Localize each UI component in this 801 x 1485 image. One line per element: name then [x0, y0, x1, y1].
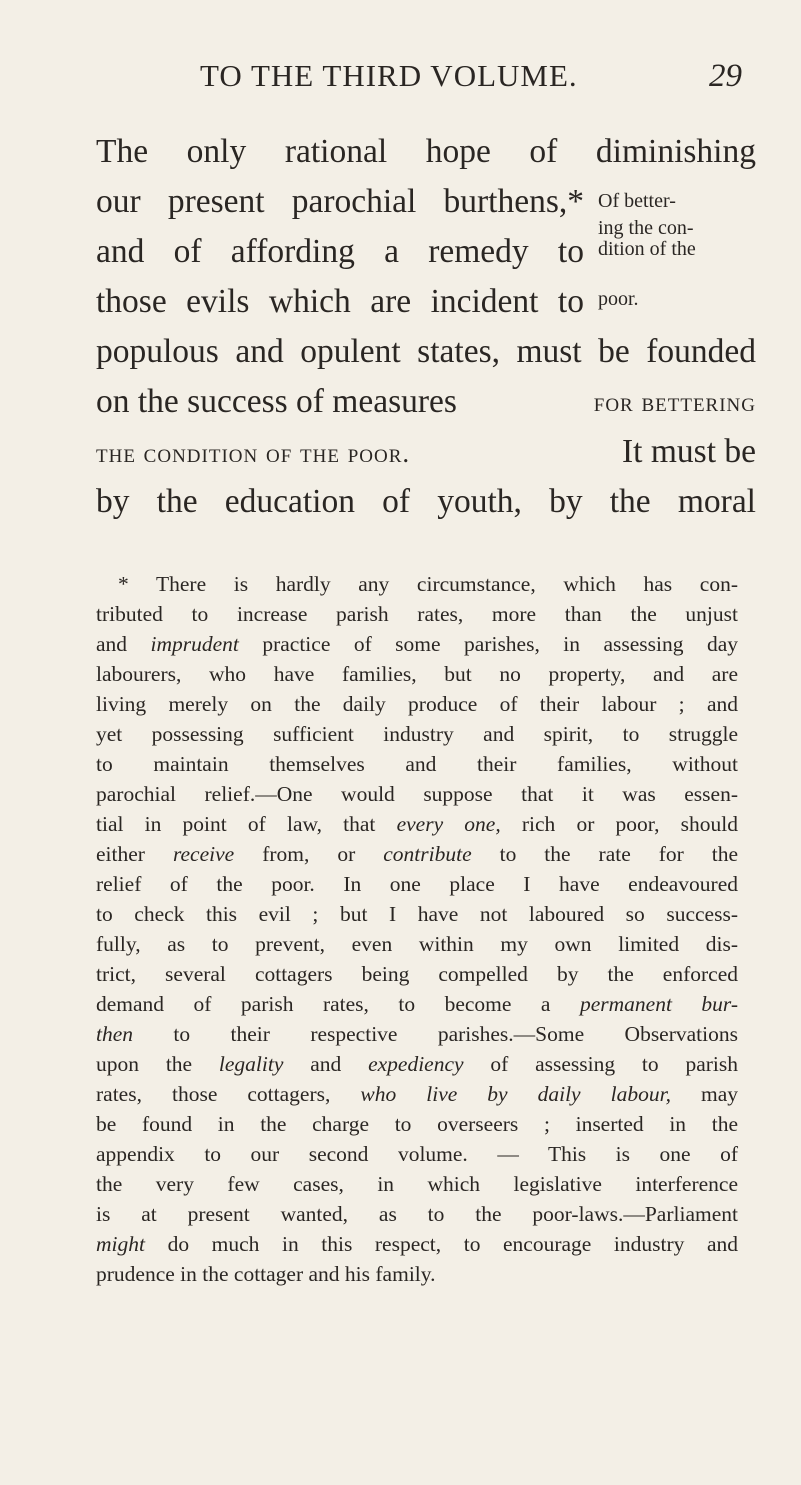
- text-line: [96, 432, 756, 473]
- footnote-line: [96, 1230, 738, 1259]
- marginal-note-line: poor.: [598, 288, 639, 310]
- footnote-line: * There is hardly any circumstance, which has con-: [118, 572, 738, 596]
- text-line: by the education of youth, by the moral: [96, 483, 756, 520]
- footnote-line: labourers, who have families, but no property, and are: [96, 662, 738, 686]
- italic-segment: legality: [218, 1052, 284, 1076]
- footnote-line: trict, several cottagers being compelled by the enforced: [96, 962, 738, 986]
- footnote-line: [96, 840, 738, 869]
- footnote-line: yet possessing sufficient industry and spirit, to struggle: [96, 722, 738, 746]
- footnote-line: tributed to increase parish rates, more than the unjust: [96, 602, 738, 626]
- marginal-note-line: dition of the: [598, 238, 696, 260]
- page-number: 29: [709, 58, 742, 94]
- footnote-line: appendix to our second volume. — This is one of: [96, 1142, 738, 1166]
- running-head: TO THE THIRD VOLUME.: [200, 58, 578, 93]
- footnote-line: the very few cases, in which legislative interference: [96, 1172, 738, 1196]
- text-line: our present parochial burthens,*: [96, 183, 584, 220]
- italic-segment: receive: [172, 842, 235, 866]
- footnote-line: parochial relief.—One would suppose that it was essen-: [96, 782, 738, 806]
- text-segment: It must be: [622, 433, 756, 470]
- text-segment: to their respective parishes.—Some Observations: [173, 1022, 738, 1046]
- italic-segment: every one,: [396, 812, 501, 836]
- text-segment: upon the: [96, 1052, 193, 1076]
- footnote-line: [96, 810, 738, 839]
- text-segment: practice of some parishes, in assessing day: [262, 632, 738, 656]
- footnote-line: fully, as to prevent, even within my own limited dis-: [96, 932, 738, 956]
- text-segment: rich or poor, should: [521, 812, 738, 836]
- text-segment: demand of parish rates, to become a: [96, 992, 551, 1016]
- footnote-line: [96, 1020, 738, 1049]
- marginal-note-line: Of better-: [598, 190, 676, 212]
- footnote-line: is at present wanted, as to the poor-laws.—Parliament: [96, 1202, 738, 1226]
- italic-segment: might: [96, 1232, 145, 1256]
- text-segment: and: [310, 1052, 342, 1076]
- text-segment: on the success of measures: [96, 383, 457, 420]
- footnote-line: [96, 990, 738, 1019]
- text-segment: to the rate for the: [499, 842, 739, 866]
- italic-segment: then: [96, 1022, 134, 1046]
- footnote-line: prudence in the cottager and his family.: [96, 1262, 436, 1286]
- text-segment: from, or: [262, 842, 356, 866]
- text-segment: tial in point of law, that: [96, 812, 376, 836]
- footnote-line: relief of the poor. In one place I have endeavoured: [96, 872, 738, 896]
- text-line: populous and opulent states, must be founded: [96, 333, 756, 370]
- italic-segment: contribute: [383, 842, 472, 866]
- italic-segment: imprudent: [150, 632, 239, 656]
- text-segment: may: [700, 1082, 739, 1106]
- italic-segment: who live by daily labour,: [360, 1082, 671, 1106]
- footnote-line: to check this evil ; but I have not laboured so success-: [96, 902, 738, 926]
- footnote-line: living merely on the daily produce of their labour ; and: [96, 692, 738, 716]
- text-segment: of assessing to parish: [490, 1052, 738, 1076]
- page-header: [200, 56, 760, 96]
- text-line: The only rational hope of diminishing: [96, 133, 756, 170]
- footnote-line: be found in the charge to overseers ; inserted in the: [96, 1112, 738, 1136]
- small-caps-segment: for bettering: [593, 387, 756, 417]
- text-segment: and: [96, 632, 128, 656]
- footnote-line: [96, 1050, 738, 1079]
- text-line: and of affording a remedy to: [96, 233, 584, 270]
- footnote-line: [96, 1080, 738, 1109]
- text-line: those evils which are incident to: [96, 283, 584, 320]
- text-line: [96, 382, 756, 422]
- italic-segment: expediency: [368, 1052, 464, 1076]
- italic-segment: permanent bur-: [579, 992, 738, 1016]
- footnote-line: [96, 630, 738, 659]
- text-segment: rates, those cottagers,: [96, 1082, 331, 1106]
- footnote-line: to maintain themselves and their families, without: [96, 752, 738, 776]
- marginal-note-line: ing the con-: [598, 217, 694, 239]
- small-caps-segment: the condition of the poor.: [96, 438, 411, 468]
- text-segment: either: [96, 842, 145, 866]
- text-segment: do much in this respect, to encourage industry and: [167, 1232, 738, 1256]
